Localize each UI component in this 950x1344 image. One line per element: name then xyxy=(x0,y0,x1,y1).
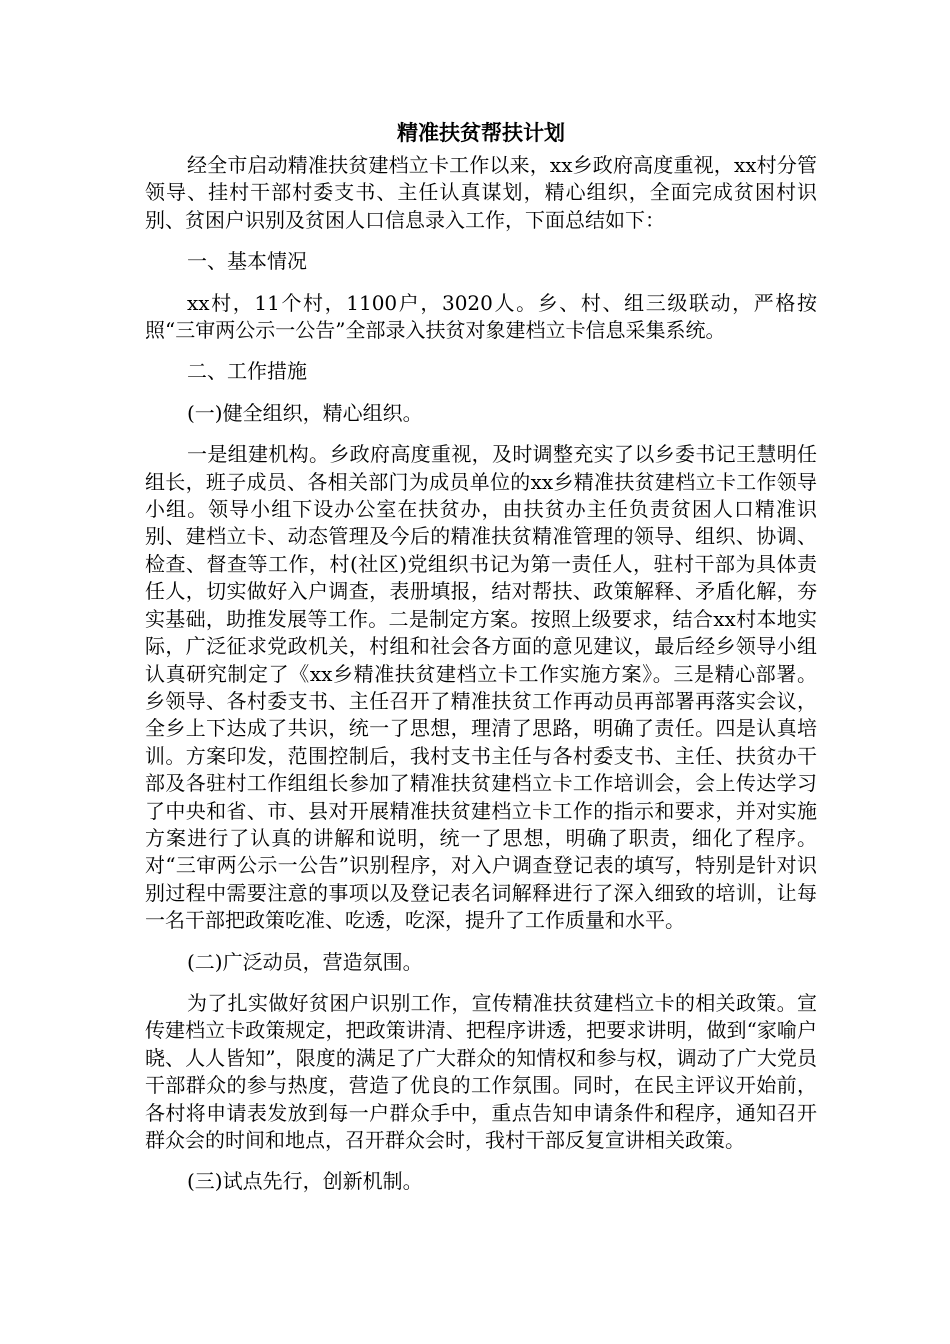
subheading-mobilization: (二)广泛动员，营造氛围。 xyxy=(187,949,423,974)
section-heading-work-measures: 二、工作措施 xyxy=(187,359,307,384)
subheading-organization: (一)健全组织，精心组织。 xyxy=(187,400,423,425)
mobilization-paragraph: 为了扎实做好贫困户识别工作，宣传精准扶贫建档立卡的相关政策。宣传建档立卡政策规定，把政策讲清、把程序讲透，把要求讲明，做到“家喻户晓、人人皆知”，限度的满足了广大群众的知情权和参与权，调动了广大党员干部群众的参与热度，营造了优良的工作氛围。同时，在民主评议开始前，各村将申请表发放到每一户群众手中，重点告知申请条件和程序，通知召开群众会的时间和地点，召开群众会时，我村干部反复宣讲相关政策。 xyxy=(145,990,817,1152)
document-page xyxy=(145,118,817,1196)
document-title: 精准扶贫帮扶计划 xyxy=(397,120,565,145)
subheading-pilot: (三)试点先行，创新机制。 xyxy=(187,1169,423,1194)
organization-paragraph: 一是组建机构。乡政府高度重视，及时调整充实了以乡委书记王慧明任组长，班子成员、各相关部门为成员单位的xx乡精准扶贫建档立卡工作领导小组。领导小组下设办公室在扶贫办，由扶贫办主任负责贫困人口精准识别、建档立卡、动态管理及今后的精准扶贫精准管理的领导、组织、协调、检查、督查等工作，村(社区)党组织书记为第一责任人，驻村干部为具体责任人，切实做好入户调查，表册填报，结对帮扶、政策解释、矛盾化解，夯实基础，助推发展等工作。二是制定方案。按照上级要求，结合xx村本地实际，广泛征求党政机关，村组和社会各方面的意见建议，最后经乡领导小组认真研究制定了《xx乡精准扶贫建档立卡工作实施方案》。三是精心部署。乡领导、各村委支书、主任召开了精准扶贫工作再动员再部署再落实会议，全乡上下达成了共识，统一了思想，理清了思路，明确了责任。四是认真培训。方案印发，范围控制后，我村支书主任与各村委支书、主任、扶贫办干部及各驻村工作组组长参加了精准扶贫建档立卡工作培训会，会上传达学习了中央和省、市、县对开展精准扶贫建档立卡工作的指示和要求，并对实施方案进行了认真的讲解和说明，统一了思想，明确了职责，细化了程序。对“三审两公示一公告”识别程序，对入户调查登记表的填写，特别是针对识别过程中需要注意的事项以及登记表名词解释进行了深入细致的培训，让每一名干部把政策吃准、吃透，吃深，提升了工作质量和水平。 xyxy=(145,442,817,933)
intro-paragraph: 经全市启动精准扶贫建档立卡工作以来，xx乡政府高度重视，xx村分管领导、挂村干部村委支书、主任认真谋划，精心组织，全面完成贫困村识别、贫困户识别及贫困人口信息录入工作，下面总结如下： xyxy=(145,153,817,232)
section-heading-basic-situation: 一、基本情况 xyxy=(187,249,307,274)
basic-situation-paragraph: xx村，11个村，1100户，3020人。乡、村、组三级联动，严格按照“三审两公示一公告”全部录入扶贫对象建档立卡信息采集系统。 xyxy=(145,290,817,343)
